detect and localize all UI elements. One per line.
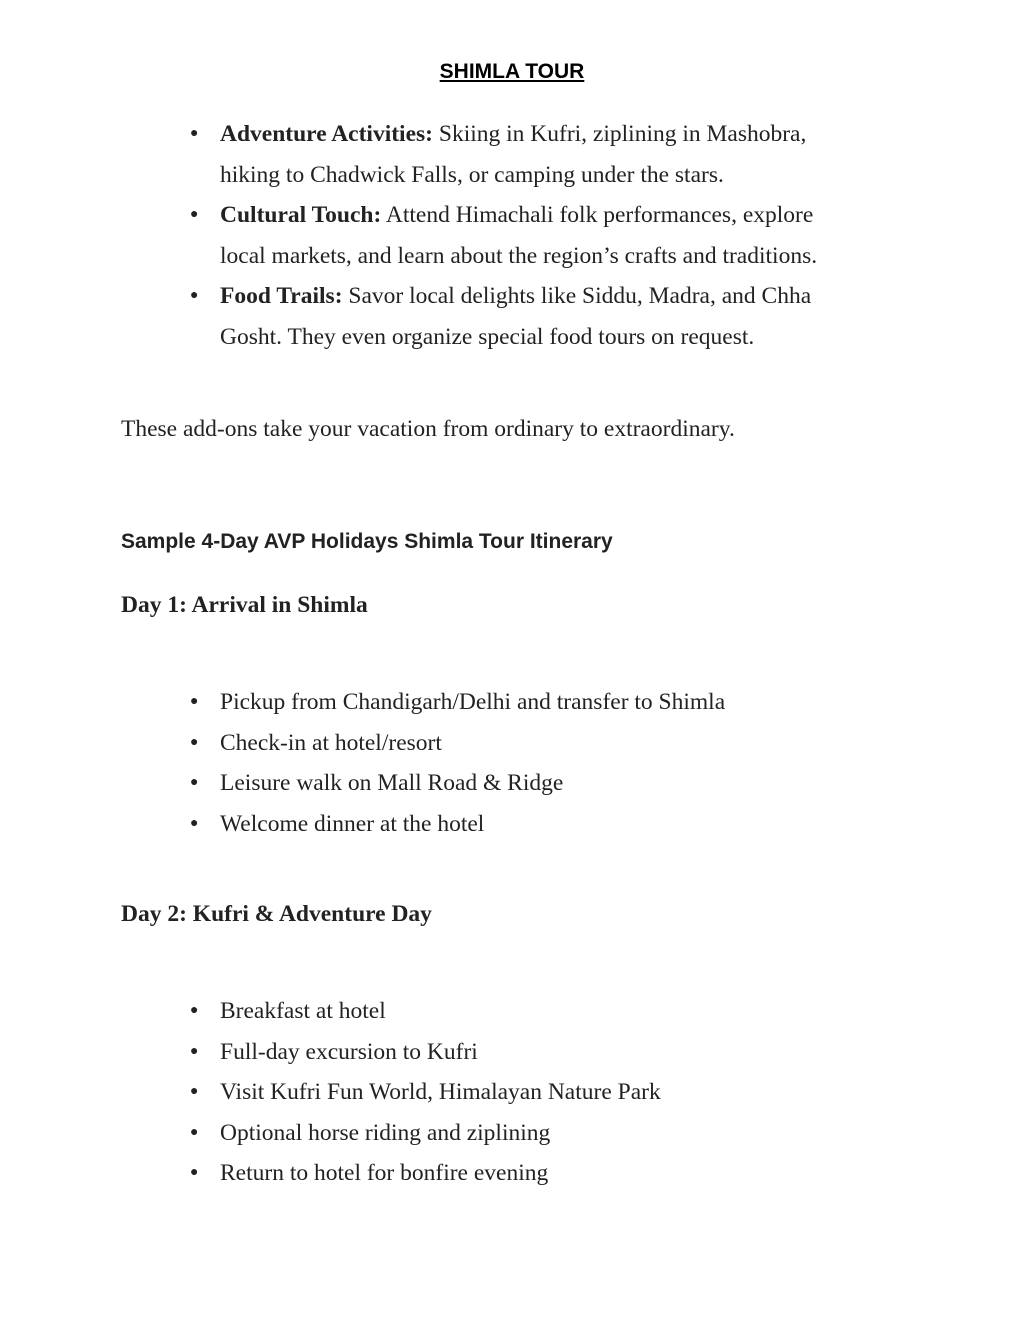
bullet-icon: ● bbox=[190, 815, 199, 831]
addon-label: Adventure Activities: bbox=[220, 121, 433, 147]
document-title: SHIMLA TOUR bbox=[439, 60, 585, 83]
list-item bbox=[190, 195, 920, 276]
list-item bbox=[190, 991, 920, 1032]
list-item-text: Check-in at hotel/resort bbox=[220, 729, 442, 756]
bullet-icon: ● bbox=[190, 775, 199, 790]
bullet-icon: ● bbox=[190, 1003, 199, 1018]
bullet-icon: ● bbox=[190, 1043, 199, 1059]
list-item-text: Optional horse riding and ziplining bbox=[220, 1119, 551, 1146]
bullet-icon: ● bbox=[190, 207, 199, 222]
list-item bbox=[190, 1113, 920, 1154]
list-item bbox=[190, 1153, 920, 1194]
list-item bbox=[190, 723, 920, 764]
list-item bbox=[190, 1032, 920, 1073]
addon-text-continued: Gosht. They even organize special food tours on request. bbox=[220, 323, 755, 350]
bullet-icon: ● bbox=[190, 288, 199, 303]
day-2-heading: Day 2: Kufri & Adventure Day bbox=[121, 901, 432, 927]
list-item bbox=[190, 804, 920, 845]
day-1-list bbox=[190, 682, 920, 844]
list-item bbox=[190, 682, 920, 723]
bullet-icon: ● bbox=[190, 1165, 199, 1180]
summary-paragraph: These add-ons take your vacation from ordinary to extraordinary. bbox=[121, 416, 735, 442]
list-item-text: Return to hotel for bonfire evening bbox=[220, 1160, 549, 1186]
list-item-text: Visit Kufri Fun World, Himalayan Nature Park bbox=[220, 1079, 661, 1105]
list-item-text: Full-day excursion to Kufri bbox=[220, 1038, 478, 1065]
list-item bbox=[190, 763, 920, 804]
list-item-text: Leisure walk on Mall Road & Ridge bbox=[220, 770, 564, 796]
itinerary-heading: Sample 4-Day AVP Holidays Shimla Tour Itinerary bbox=[121, 530, 613, 553]
addon-label: Cultural Touch: bbox=[220, 202, 382, 228]
addons-list bbox=[190, 114, 920, 357]
list-item-text: Welcome dinner at the hotel bbox=[220, 810, 485, 837]
list-item bbox=[190, 276, 920, 357]
bullet-icon: ● bbox=[190, 1084, 199, 1099]
list-item bbox=[190, 1072, 920, 1113]
addon-text: Skiing in Kufri, ziplining in Mashobra, bbox=[433, 121, 807, 147]
addon-text: Savor local delights like Siddu, Madra, and Chha bbox=[342, 283, 812, 309]
addon-text-continued: hiking to Chadwick Falls, or camping under the stars. bbox=[220, 161, 724, 188]
addon-text-continued: local markets, and learn about the region’s crafts and traditions. bbox=[220, 242, 818, 269]
bullet-icon: ● bbox=[190, 734, 199, 750]
addon-text: Attend Himachali folk performances, explore bbox=[381, 202, 814, 228]
addon-label: Food Trails: bbox=[220, 283, 343, 309]
list-item bbox=[190, 114, 920, 195]
day-2-list bbox=[190, 991, 920, 1194]
bullet-icon: ● bbox=[190, 694, 199, 709]
list-item-text: Pickup from Chandigarh/Delhi and transfer to Shimla bbox=[220, 689, 726, 715]
bullet-icon: ● bbox=[190, 126, 199, 141]
bullet-icon: ● bbox=[190, 1124, 199, 1140]
list-item-text: Breakfast at hotel bbox=[220, 998, 386, 1024]
day-1-heading: Day 1: Arrival in Shimla bbox=[121, 592, 368, 618]
